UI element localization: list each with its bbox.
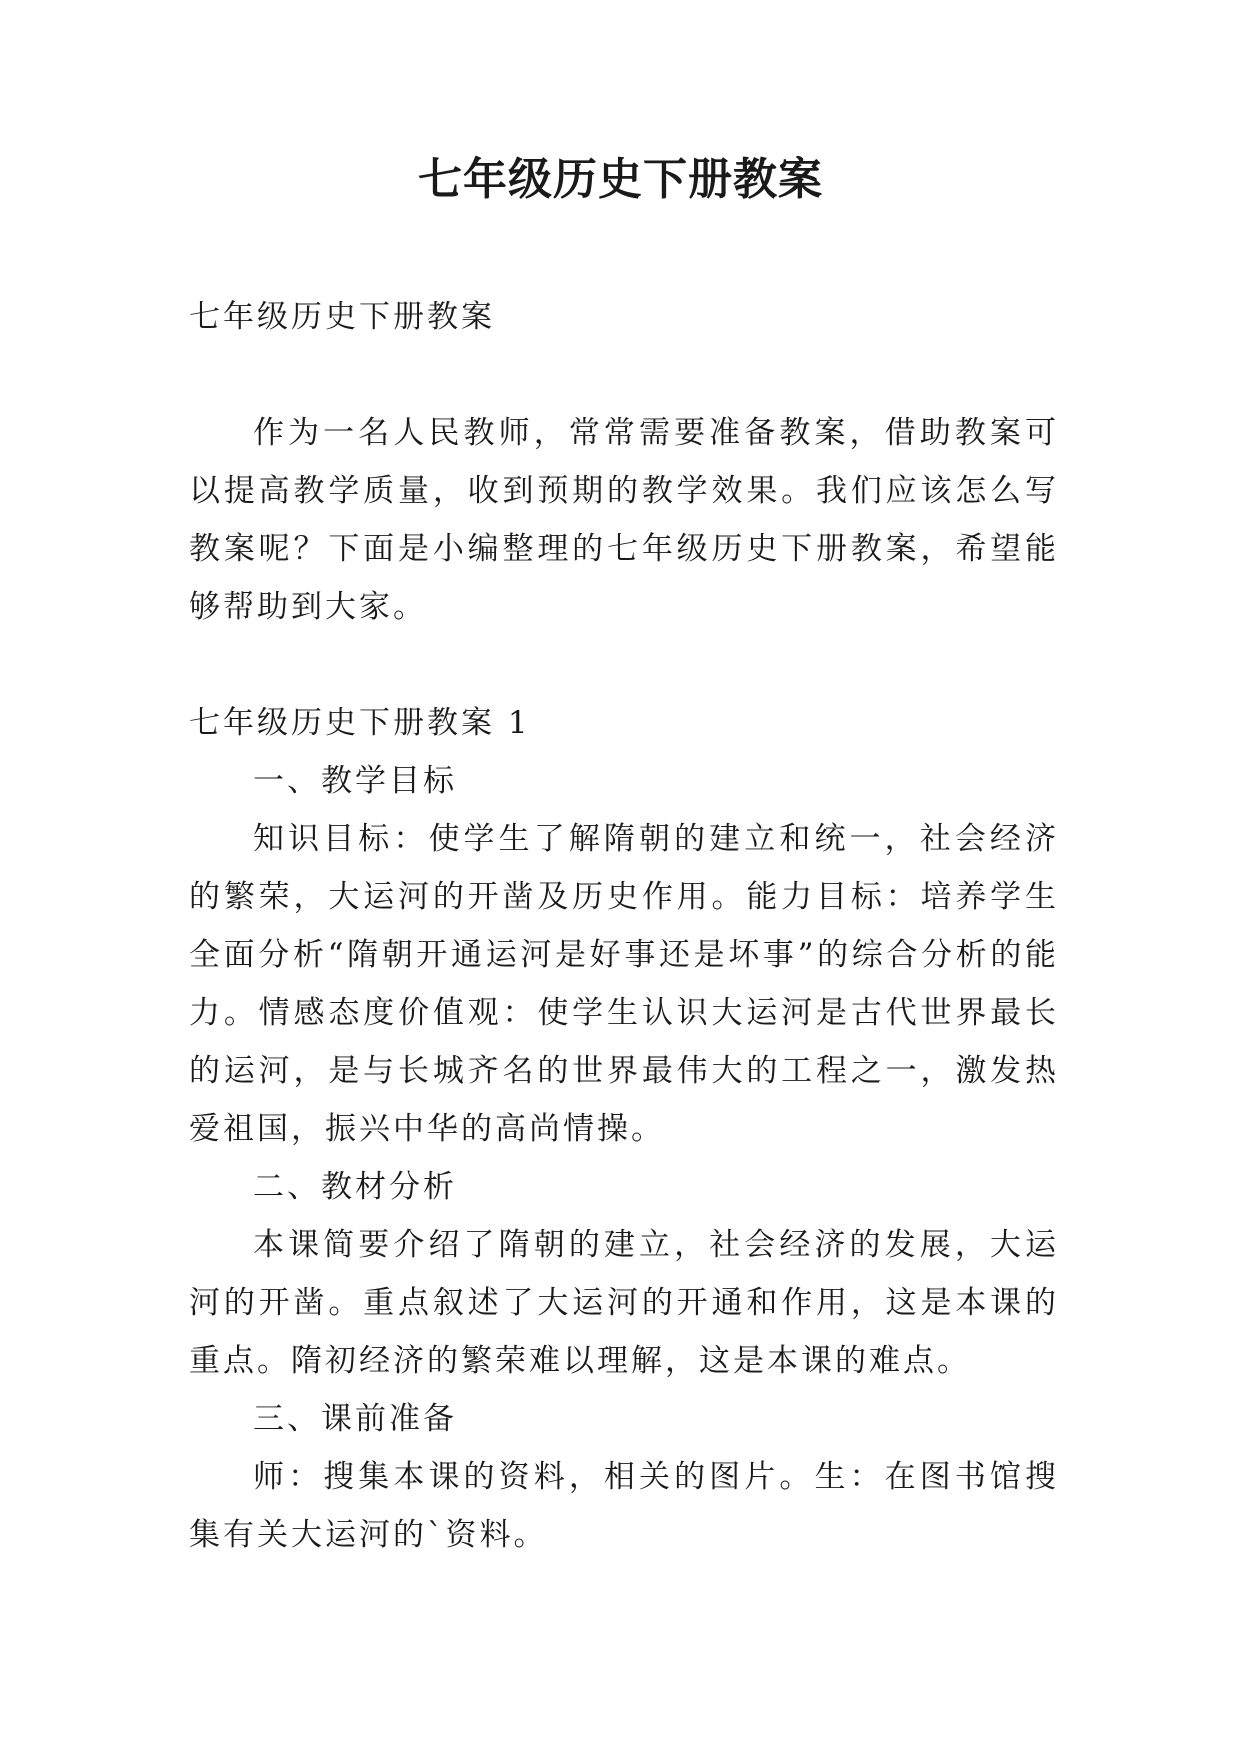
section-heading-preparation: 三、课前准备 — [253, 1401, 457, 1437]
intro-paragraph: 作为一名人民教师，常常需要准备教案，借助教案可以提高教学质量，收到预期的教学效果。我们应该怎么写教案呢？下面是小编整理的七年级历史下册教案，希望能够帮助到大家。 — [189, 415, 1059, 625]
document-body — [189, 288, 1059, 1564]
document-subtitle: 七年级历史下册教案 — [189, 299, 495, 335]
spacer — [189, 636, 1059, 694]
document-title: 七年级历史下册教案 — [418, 154, 823, 205]
objectives-paragraph: 知识目标：使学生了解隋朝的建立和统一，社会经济的繁荣，大运河的开凿及历史作用。能力目标：培养学生全面分析“隋朝开通运河是好事还是坏事”的综合分析的能力。情感态度价值观：使学生认识大运河是古代世界最长的运河，是与长城齐名的世界最伟大的工程之一，激发热爱祖国，振兴中华的高尚情操。 — [189, 821, 1059, 1147]
preparation-paragraph: 师：搜集本课的资料，相关的图片。生：在图书馆搜集有关大运河的`资料。 — [189, 1459, 1059, 1553]
section-heading-objectives: 一、教学目标 — [253, 763, 457, 799]
section-heading-analysis: 二、教材分析 — [253, 1169, 457, 1205]
analysis-paragraph: 本课简要介绍了隋朝的建立，社会经济的发展，大运河的开凿。重点叙述了大运河的开通和作用，这是本课的重点。隋初经济的繁荣难以理解，这是本课的难点。 — [189, 1227, 1059, 1379]
section-title: 七年级历史下册教案 1 — [189, 705, 531, 741]
spacer — [189, 346, 1059, 404]
